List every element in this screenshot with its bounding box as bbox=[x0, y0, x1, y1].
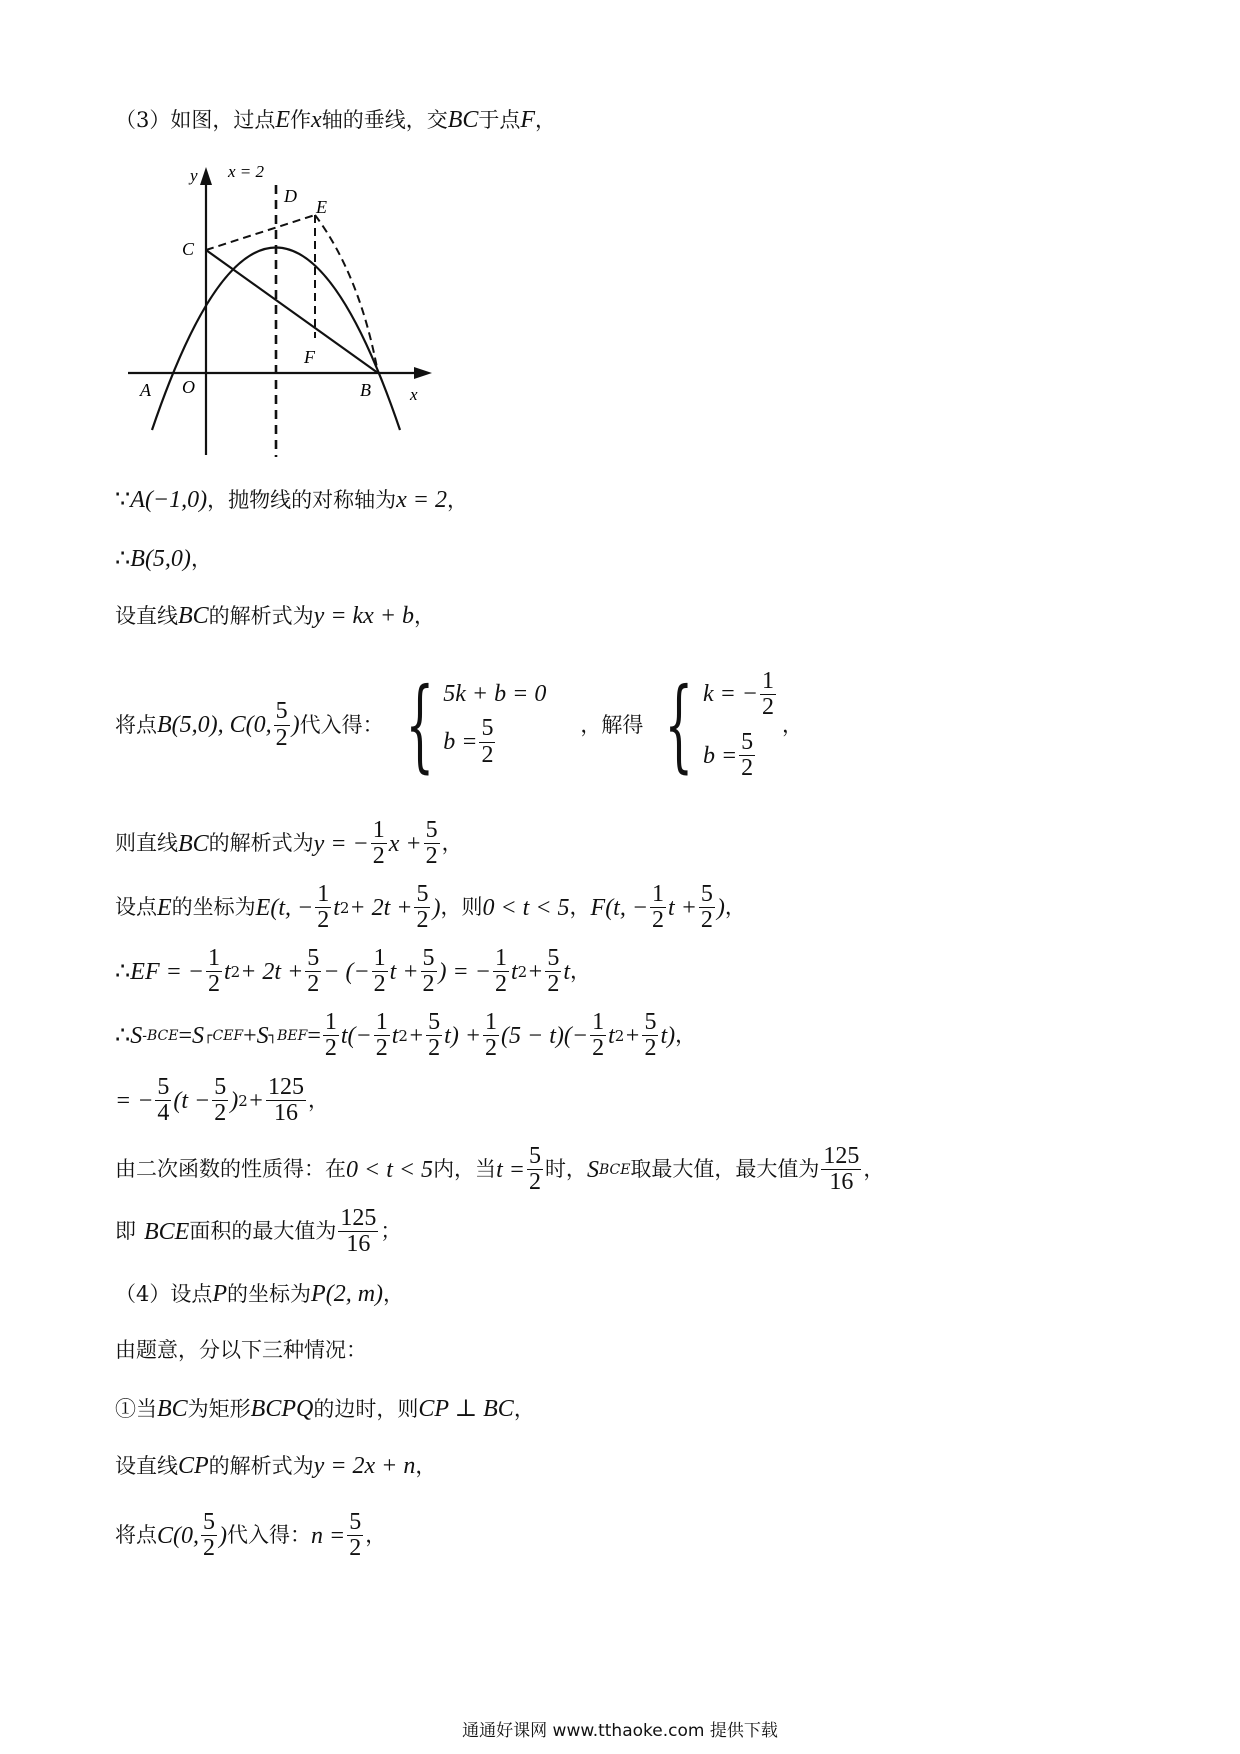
text: 于点 bbox=[478, 107, 521, 132]
triangle-bce: BCE bbox=[144, 1218, 190, 1245]
var-x: x bbox=[311, 107, 322, 133]
text: （4）设点 bbox=[115, 1281, 213, 1306]
fraction: $\frac{5}{2}$ bbox=[741, 729, 754, 782]
fraction: $\frac{1}{2}$ bbox=[324, 1009, 337, 1062]
therefore-symbol: ∴ bbox=[115, 546, 131, 572]
math: t) bbox=[660, 1022, 676, 1049]
text: ， bbox=[441, 831, 463, 856]
math: (t − bbox=[173, 1087, 211, 1114]
math: t + bbox=[389, 958, 419, 985]
math: ) bbox=[716, 894, 725, 921]
text: ， bbox=[414, 603, 436, 628]
math: t bbox=[563, 958, 571, 985]
text: ，解得 bbox=[580, 712, 644, 737]
text: 则直线 bbox=[115, 831, 178, 856]
y-axis-arrow bbox=[200, 167, 212, 185]
math: + 2t + bbox=[240, 958, 304, 985]
var-f: F bbox=[520, 107, 536, 133]
equation: b = bbox=[443, 729, 478, 755]
fraction: $\frac{5}{2}$ bbox=[425, 817, 438, 870]
fraction: $\frac{125}{16}$ bbox=[340, 1205, 377, 1258]
text: ，抛物线的对称轴为 bbox=[207, 487, 397, 512]
line-13 bbox=[115, 1340, 367, 1361]
area-symbol: S bbox=[130, 1022, 143, 1049]
text: ； bbox=[380, 1219, 402, 1244]
text: 的解析式为 bbox=[208, 831, 314, 856]
text: 为矩形 bbox=[187, 1396, 251, 1421]
fraction: $\frac{5}{2}$ bbox=[416, 881, 429, 934]
math: t bbox=[391, 1022, 399, 1049]
fraction: $\frac{5}{2}$ bbox=[422, 945, 435, 998]
line-15 bbox=[115, 1454, 436, 1478]
equation: y = 2x + n bbox=[313, 1453, 416, 1479]
text: ， bbox=[569, 895, 591, 920]
fraction: $\frac{1}{2}$ bbox=[372, 817, 385, 870]
label-x2: x = 2 bbox=[228, 162, 265, 181]
text: 内，当 bbox=[433, 1157, 497, 1182]
line-9: = − $\frac{5}{4}$ (t − $\frac{5}{2}$ ) 2 + $\frac{125}{16}$ ， bbox=[115, 1074, 329, 1127]
text: 取最大值，最大值为 bbox=[630, 1157, 820, 1182]
fraction: $\frac{1}{2}$ bbox=[592, 1009, 605, 1062]
line-6: 设点 E 的坐标为 E(t, − $\frac{1}{2}$ t 2 + 2t + $\frac{5}{2}$ ) ，则 0 < t < 5 ， F(t, − $\frac{1}{2}$ t + $\frac{5}{2}$ ) ， bbox=[115, 881, 746, 934]
text: 轴的垂线，交 bbox=[321, 107, 448, 132]
fraction: $\frac{5}{2}$ bbox=[203, 1509, 215, 1562]
footer: 通通好课网 www.tthaoke.com 提供下载 bbox=[462, 1721, 778, 1741]
equation: b = bbox=[702, 742, 738, 769]
therefore-symbol: ∴ bbox=[115, 1022, 131, 1049]
fraction: $\frac{1}{2}$ bbox=[652, 881, 665, 934]
line-7: ∴ EF = − $\frac{1}{2}$ t 2 + 2t + $\frac{5}{2}$ − (− $\frac{1}{2}$ t + $\frac{5}{2}$ ) = − $\frac{1}{2}$ t 2 + $\frac{5}{2}$ t ， bbox=[115, 945, 592, 998]
line-bc bbox=[206, 250, 378, 373]
fraction: $\frac{5}{2}$ bbox=[644, 1009, 657, 1062]
label-c: C bbox=[182, 239, 195, 259]
fraction: $\frac{1}{2}$ bbox=[317, 881, 330, 934]
x-axis-arrow bbox=[414, 367, 432, 379]
math: + bbox=[243, 1022, 257, 1049]
text: ， bbox=[782, 712, 803, 737]
text: ， bbox=[570, 959, 592, 984]
text: ， bbox=[383, 1281, 405, 1306]
therefore-symbol: ∴ bbox=[115, 958, 131, 985]
fraction: $\frac{1}{2}$ bbox=[762, 667, 774, 720]
part3-heading bbox=[115, 108, 556, 132]
math: (5 − t)(− bbox=[501, 1022, 589, 1049]
math: − (− bbox=[323, 958, 370, 985]
text: 设直线 bbox=[115, 1453, 178, 1478]
text: ， bbox=[863, 1157, 885, 1182]
fraction: $\frac{1}{2}$ bbox=[373, 945, 386, 998]
text: ， bbox=[365, 1523, 387, 1548]
math: t bbox=[333, 894, 340, 921]
fraction: $\frac{1}{2}$ bbox=[494, 945, 507, 998]
line-8: ∴ S -BCE = S ┌CEF + S ┐BEF = $\frac{1}{2}$ t(− $\frac{1}{2}$ t 2 + $\frac{5}{2}$ t) + $\frac{1}{2}$ (5 − t)(− $\frac{1}{2}$ t 2 + $\frac{5}{2}$ t) ， bbox=[115, 1009, 697, 1062]
parabola-figure bbox=[120, 155, 440, 460]
line-1 bbox=[115, 488, 468, 512]
equation: n = bbox=[311, 1522, 346, 1549]
point-p: P(2, m) bbox=[311, 1281, 384, 1307]
text: 设点 bbox=[115, 895, 157, 920]
fraction: $\frac{1}{2}$ bbox=[208, 945, 220, 998]
fraction: $\frac{5}{2}$ bbox=[275, 698, 288, 751]
var-bc: BC bbox=[447, 107, 479, 133]
math: = bbox=[178, 1022, 193, 1049]
var-bc: BC bbox=[178, 603, 209, 629]
area-symbol: S bbox=[586, 1156, 599, 1183]
fraction: $\frac{5}{2}$ bbox=[481, 715, 494, 768]
math: = − bbox=[115, 1087, 154, 1114]
text: 代入得： bbox=[299, 712, 384, 737]
math: = bbox=[307, 1022, 321, 1049]
label-e: E bbox=[316, 197, 327, 217]
equation-system-1: { 5k + b = 0 b = $\frac{5}{2}$ bbox=[405, 666, 547, 783]
fraction: $\frac{5}{2}$ bbox=[214, 1074, 227, 1127]
math: + bbox=[407, 1022, 425, 1049]
text: 即 bbox=[115, 1219, 136, 1244]
math: t bbox=[608, 1022, 615, 1049]
point-b: B(5,0) bbox=[130, 546, 191, 572]
line-16 bbox=[115, 1510, 386, 1561]
var-e: E bbox=[275, 107, 291, 133]
text: 由题意，分以下三种情况： bbox=[115, 1338, 367, 1362]
fraction: $\frac{5}{2}$ bbox=[700, 881, 713, 934]
label-o: O bbox=[182, 377, 195, 397]
rectangle-bcpq: BCPQ bbox=[250, 1396, 314, 1422]
fraction: $\frac{1}{2}$ bbox=[485, 1009, 498, 1062]
fraction: $\frac{125}{16}$ bbox=[268, 1074, 304, 1127]
text: 作 bbox=[290, 107, 312, 132]
because-symbol: ∵ bbox=[115, 487, 131, 513]
line-2 bbox=[115, 547, 212, 571]
points: ) bbox=[291, 712, 300, 738]
math: F(t, − bbox=[590, 894, 649, 921]
math: ) bbox=[230, 1087, 239, 1114]
text: ， bbox=[415, 1453, 437, 1478]
text: （3）如图，过点 bbox=[115, 107, 276, 132]
text: 设直线 bbox=[115, 603, 178, 628]
fraction: $\frac{125}{16}$ bbox=[823, 1143, 860, 1196]
area-symbol: S bbox=[192, 1022, 205, 1049]
text: 的边时，则 bbox=[313, 1396, 419, 1421]
text: 时， bbox=[544, 1157, 587, 1182]
label-a: A bbox=[140, 380, 151, 400]
text: 面积的最大值为 bbox=[189, 1219, 337, 1244]
label-d: D bbox=[284, 186, 297, 206]
label-y: y bbox=[190, 166, 198, 185]
text: ， bbox=[190, 546, 212, 571]
line-11 bbox=[115, 1206, 401, 1257]
var-bc: BC bbox=[157, 1396, 188, 1422]
fraction: $\frac{1}{2}$ bbox=[375, 1009, 388, 1062]
fraction: $\frac{5}{2}$ bbox=[349, 1509, 362, 1562]
text: ①当 bbox=[115, 1396, 157, 1421]
perpendicular-relation: CP ⊥ BC bbox=[418, 1396, 514, 1422]
text: ， bbox=[308, 1088, 329, 1113]
area-symbol: S bbox=[256, 1022, 269, 1049]
text: ， bbox=[724, 895, 746, 920]
line-12 bbox=[115, 1282, 404, 1306]
var-e: E bbox=[157, 894, 172, 921]
text: ， bbox=[446, 487, 468, 512]
text: 代入得： bbox=[227, 1523, 311, 1548]
math: t = bbox=[496, 1156, 525, 1183]
line-14 bbox=[115, 1397, 535, 1421]
var-bc: BC bbox=[178, 830, 209, 857]
point-a: A(−1,0) bbox=[130, 487, 208, 513]
label-x: x bbox=[410, 385, 418, 404]
math: + 2t + bbox=[349, 894, 413, 921]
text: 的坐标为 bbox=[171, 895, 256, 920]
line-4 bbox=[115, 660, 803, 790]
math: ) = − bbox=[438, 958, 491, 985]
var-p: P bbox=[212, 1281, 228, 1307]
math: EF = − bbox=[130, 958, 204, 985]
line-ce bbox=[206, 215, 315, 250]
label-b: B bbox=[360, 380, 371, 400]
math: y = − bbox=[313, 830, 369, 857]
fraction: $\frac{5}{2}$ bbox=[307, 945, 320, 998]
math: t bbox=[510, 958, 518, 985]
text: ， bbox=[675, 1023, 697, 1048]
inequality: 0 < t < 5 bbox=[482, 894, 570, 921]
var-cp: CP bbox=[178, 1453, 209, 1479]
text: ， bbox=[513, 1396, 535, 1421]
text: ，则 bbox=[440, 895, 483, 920]
fraction: $\frac{5}{2}$ bbox=[428, 1009, 441, 1062]
text: ， bbox=[535, 107, 557, 132]
math: t(− bbox=[340, 1022, 372, 1049]
fraction: $\frac{5}{2}$ bbox=[547, 945, 560, 998]
text: 的解析式为 bbox=[208, 603, 314, 628]
math: + bbox=[527, 958, 544, 985]
math: E(t, − bbox=[255, 894, 314, 921]
inequality: 0 < t < 5 bbox=[346, 1156, 434, 1183]
line-10: 由二次函数的性质得：在 0 < t < 5 内，当 t = $\frac{5}{2}$ 时， S BCE 取最大值，最大值为 $\frac{125}{16}$ ， bbox=[115, 1143, 885, 1196]
math: ) bbox=[432, 894, 441, 921]
text: 的解析式为 bbox=[208, 1453, 314, 1478]
equation-system-2: { k = − $\frac{1}{2}$ b = $\frac{5}{2}$ bbox=[664, 666, 774, 783]
equation: 5k + b = 0 bbox=[443, 681, 547, 708]
math: t bbox=[224, 958, 231, 985]
text: 将点 bbox=[115, 1523, 157, 1548]
fraction: $\frac{5}{4}$ bbox=[157, 1074, 170, 1127]
text: 的坐标为 bbox=[227, 1281, 312, 1306]
math: t + bbox=[668, 894, 697, 921]
equation: x = 2 bbox=[396, 487, 447, 513]
equation: y = kx + b bbox=[313, 603, 415, 629]
text: 由二次函数的性质得：在 bbox=[115, 1157, 346, 1182]
equation: k = − bbox=[702, 681, 758, 708]
point-c: ) bbox=[219, 1522, 227, 1549]
label-f: F bbox=[304, 347, 315, 367]
math: x + bbox=[388, 830, 422, 857]
text: 将点 bbox=[115, 712, 157, 737]
point-c: C(0, bbox=[157, 1522, 199, 1549]
math: t) + bbox=[444, 1022, 482, 1049]
fraction: $\frac{5}{2}$ bbox=[528, 1143, 541, 1196]
math: + bbox=[624, 1022, 641, 1049]
line-5 bbox=[115, 818, 463, 869]
math: + bbox=[247, 1087, 264, 1114]
line-3 bbox=[115, 604, 435, 628]
points: B(5,0), C(0, bbox=[157, 712, 272, 738]
